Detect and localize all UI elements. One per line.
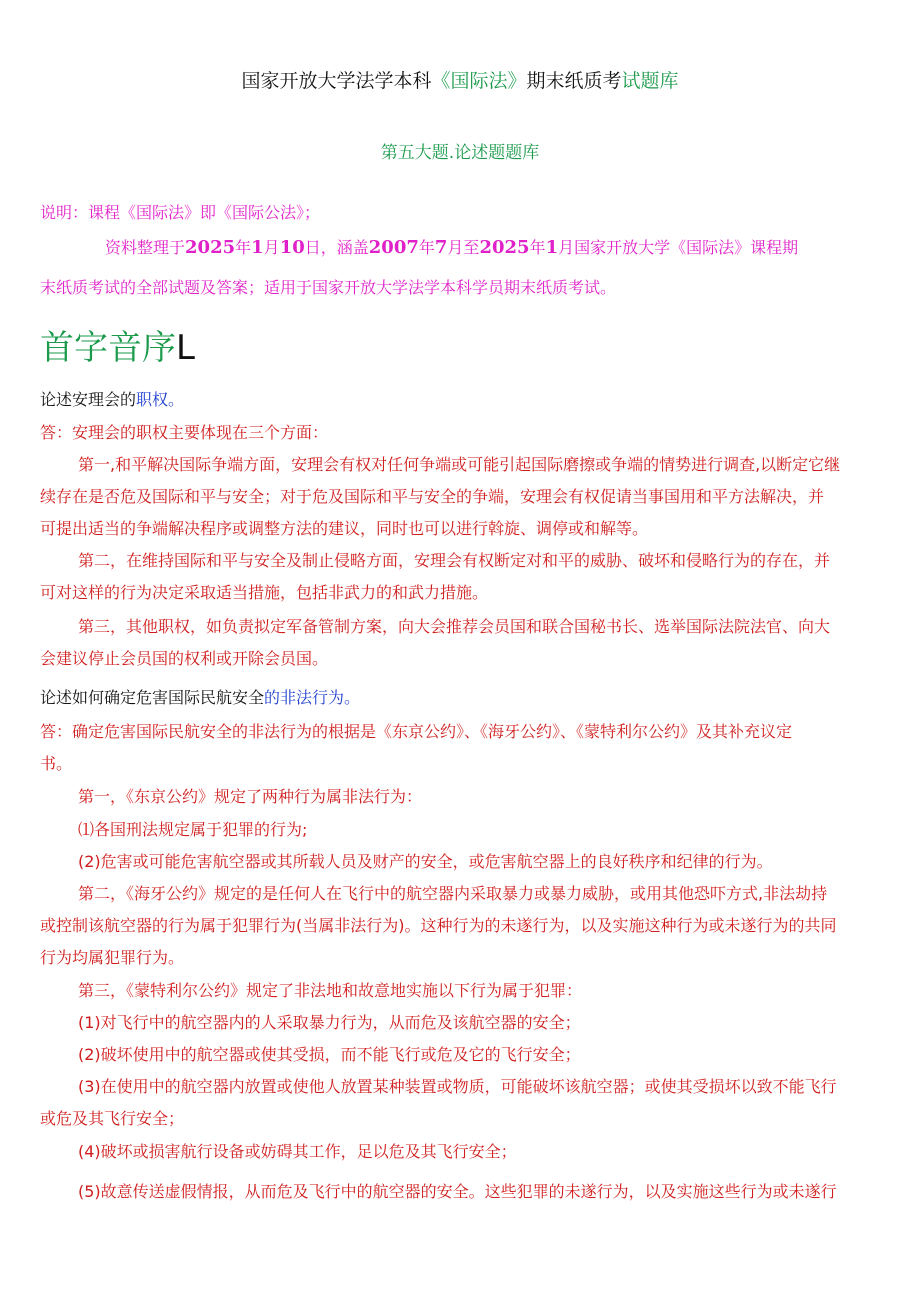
note-line-1: 说明：课程《国际法》即《国际公法》； <box>40 203 321 222</box>
answer-1-line: 第一,和平解决国际争端方面，安理会有权对任何争端或可能引起国际磨擦或争端的情势进行调查,以断定它继 <box>78 455 841 474</box>
title-part-1: 国家开放大学法学本科 <box>241 70 432 92</box>
answer-1-line: 可提出适当的争端解决程序或调整方法的建议，同时也可以进行斡旋、调停或和解等。 <box>40 519 649 538</box>
answer-1-line: 答：安理会的职权主要体现在三个方面： <box>40 423 329 442</box>
section-heading <box>40 320 195 369</box>
answer-1-line: 可对这样的行为决定采取适当措施，包括非武力的和武力措施。 <box>40 583 489 602</box>
section-heading-text: 首字音序 <box>40 328 176 368</box>
answer-1-line: 第三，其他职权，如负责拟定军备管制方案，向大会推荐会员国和联合国秘书长、选举国际法院法官、向大 <box>78 617 831 636</box>
answer-2-line: 第一，《东京公约》规定了两种行为属非法行为： <box>78 787 423 806</box>
answer-1-line: 会建议停止会员国的权利或开除会员国。 <box>40 649 329 668</box>
document-title <box>0 66 920 93</box>
answer-1-line: 续存在是否危及国际和平与安全；对于危及国际和平与安全的争端，安理会有权促请当事国用和平方法解决，并 <box>40 487 825 506</box>
answer-2-line: 书。 <box>40 754 73 773</box>
answer-2-line: ⑴各国刑法规定属于犯罪的行为; <box>78 820 308 839</box>
section-letter: L <box>176 328 195 368</box>
answer-1-line: 第二，在维持国际和平与安全及制止侵略方面，安理会有权断定对和平的威胁、破坏和侵略行为的存在，并 <box>78 551 831 570</box>
answer-2-line: (5)故意传送虚假情报，从而危及飞行中的航空器的安全。这些犯罪的未遂行为，以及实施这些行为或未遂行 <box>78 1182 837 1201</box>
answer-2-line: 第三，《蒙特利尔公约》规定了非法地和故意地实施以下行为属于犯罪： <box>78 981 583 1000</box>
answer-2-line: (2)危害或可能危害航空器或其所载人员及财产的安全，或危害航空器上的良好秩序和纪律的行为。 <box>78 852 773 871</box>
document-subtitle: 第五大题.论述题题库 <box>380 143 540 163</box>
question-2: 论述如何确定危害国际民航安全的非法行为。 <box>40 688 361 707</box>
question-1: 论述安理会的职权。 <box>40 390 185 409</box>
answer-2-line: 第二，《海牙公约》规定的是任何人在飞行中的航空器内采取暴力或暴力威胁，或用其他恐吓方式,非法劫持 <box>78 884 828 903</box>
answer-2-line: (3)在使用中的航空器内放置或使他人放置某种装置或物质，可能破坏该航空器；或使其受损坏以致不能飞行 <box>78 1077 837 1096</box>
answer-2-line: (4)破坏或损害航行设备或妨碍其工作，足以危及其飞行安全； <box>78 1142 517 1161</box>
note-line-2: 资料整理于2025年1月10日，涵盖2007年7月至2025年1月国家开放大学《国际法》课程期 <box>105 237 799 258</box>
title-part-4: 试题库 <box>621 70 679 92</box>
note-line-3: 末纸质考试的全部试题及答案；适用于国家开放大学法学本科学员期末纸质考试。 <box>40 278 617 297</box>
answer-2-line: (2)破坏使用中的航空器或使其受损，而不能飞行或危及它的飞行安全； <box>78 1045 581 1064</box>
answer-2-line: 答：确定危害国际民航安全的非法行为的根据是《东京公约》、《海牙公约》、《蒙特利尔公约》及其补充议定 <box>40 722 793 741</box>
answer-2-line: 或控制该航空器的行为属于犯罪行为(当属非法行为)。这种行为的未遂行为，以及实施这种行为或未遂行为的共同 <box>40 916 837 935</box>
title-part-3: 期末纸质考 <box>526 70 622 92</box>
answer-2-line: 行为均属犯罪行为。 <box>40 948 185 967</box>
answer-2-line: (1)对飞行中的航空器内的人采取暴力行为，从而危及该航空器的安全； <box>78 1013 581 1032</box>
answer-2-line: 或危及其飞行安全； <box>40 1109 185 1128</box>
title-part-2: 《国际法》 <box>431 70 527 92</box>
